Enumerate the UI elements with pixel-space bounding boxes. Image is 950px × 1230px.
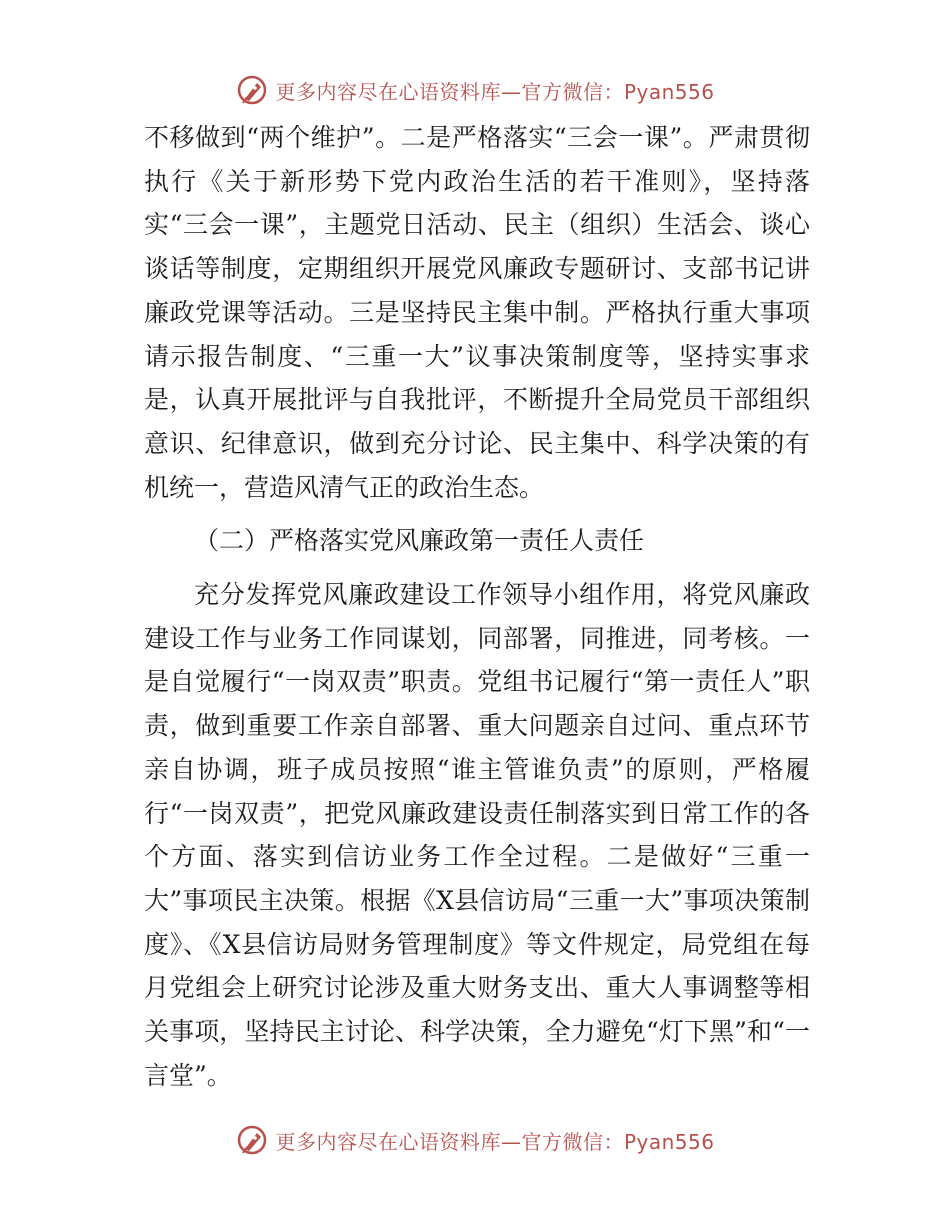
- paragraph: 不移做到“两个维护”。二是严格落实“三会一课”。严肃贯彻执行《关于新形势下党内政治生活的若干准则》，坚持落实“三会一课”，主题党日活动、民主（组织）生活会、谈心谈话等制度，定期组织开展党风廉政专题研讨、支部书记讲廉政党课等活动。三是坚持民主集中制。严格执行重大事项请示报告制度、“三重一大”议事决策制度等，坚持实事求是，认真开展批评与自我批评，不断提升全局党员干部组织意识、纪律意识，做到充分讨论、民主集中、科学决策的有机统一，营造风清气正的政治生态。: [144, 123, 810, 502]
- pen-nib-logo-icon: [235, 1123, 269, 1157]
- paragraph: 充分发挥党风廉政建设工作领导小组作用，将党风廉政建设工作与业务工作同谋划，同部署，同推进，同考核。一是自觉履行“一岗双责”职责。党组书记履行“第一责任人”职责，做到重要工作亲自部署、重大问题亲自过问、重点环节亲自协调，班子成员按照“谁主管谁负责”的原则，严格履行“一岗双责”，把党风廉政建设责任制落实到日常工作的各个方面、落实到信访业务工作全过程。二是做好“三重一大”事项民主决策。根据《X县信访局“三重一大”事项决策制度》、《X县信访局财务管理制度》等文件规定，局党组在每月党组会上研究讨论涉及重大财务支出、重大人事调整等相关事项，坚持民主讨论、科学决策，全力避免“灯下黑”和“一言堂”。: [144, 580, 810, 1090]
- watermark-text: 更多内容尽在心语资料库—官方微信：Pyan556: [275, 79, 715, 104]
- watermark-text: 更多内容尽在心语资料库—官方微信：Pyan556: [275, 1129, 715, 1154]
- watermark-header: [0, 70, 950, 110]
- watermark-footer: [0, 1120, 950, 1160]
- document-body: [144, 116, 810, 1097]
- pen-nib-logo-icon: [235, 73, 269, 107]
- section-heading: （二）严格落实党风廉政第一责任人责任: [194, 526, 645, 556]
